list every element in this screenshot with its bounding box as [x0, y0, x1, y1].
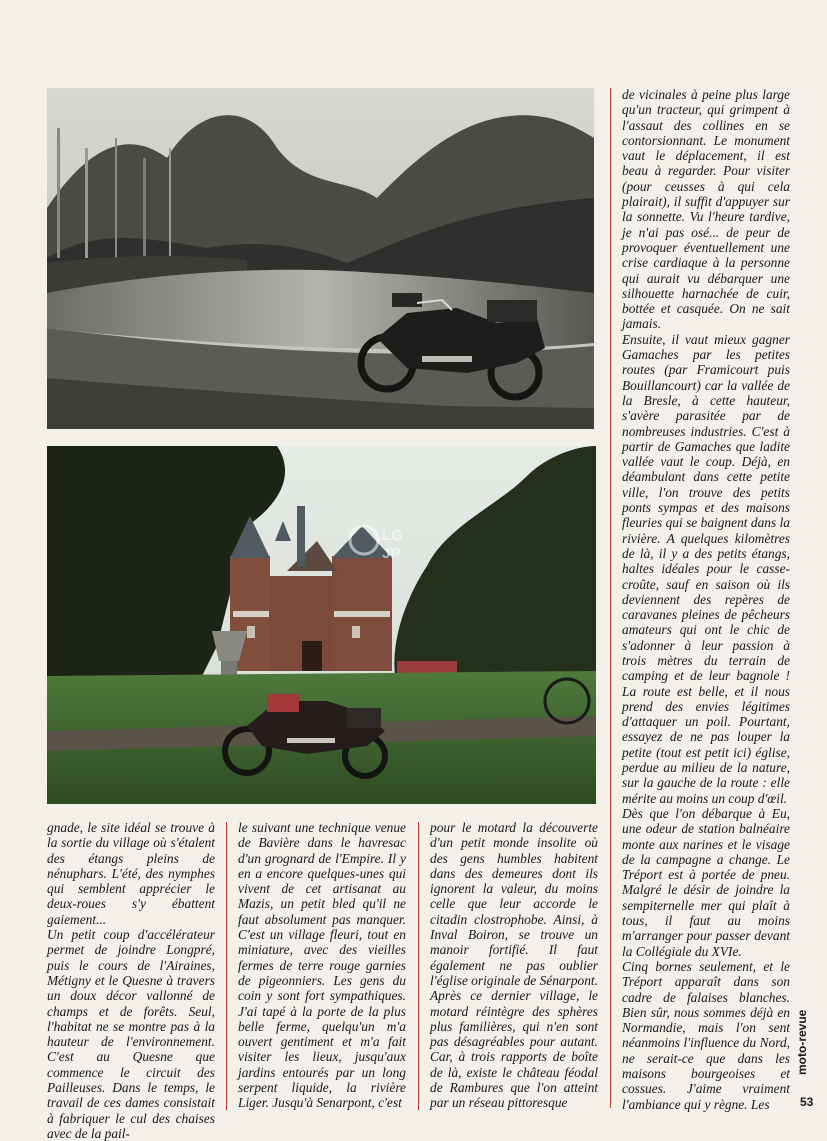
svg-text:LG: LG	[382, 527, 403, 544]
article-column-right	[622, 87, 790, 1112]
paragraph: Dès que l'on débarque à Eu, une odeur de station balnéaire monte aux narines et le visage de la campagne a change. Le Tréport est à portée de pneu. Malgré le désir de joindre la sempiternelle mer qui plaît à tous, il faut au moins m'arranger pour passer devant la Collégiale du XVIe.	[622, 805, 790, 959]
magazine-name: moto-revue	[795, 1009, 809, 1075]
article-column-3	[430, 820, 598, 1111]
svg-text:JP: JP	[382, 545, 401, 562]
chateau-photo-image	[47, 446, 596, 804]
paragraph: Cinq bornes seulement, et le Tréport apparaît dans son cadre de falaises blanches. Bien sûr, nous sommes déjà en Normandie, mais l'on sent néanmoins l'influence du Nord, ne serait-ce que dans les maisons bourgeoises et cossues. J'aime vraiment l'ambiance qui y règne. Les	[622, 958, 790, 1112]
paragraph: Ensuite, il vaut mieux gagner Gamaches par les petites routes (par Framicourt puis Bouillancourt) car la vallée de la Bresle, à cette hauteur, s'avère parasitée par de nombreuses industries. C'est à partir de Gamaches que ladite vallée vaut le coup. Déjà, en déambulant dans cette petite ville, l'on trouve des petits ponts sympas et des maisons fleuries qui se baignent dans la rivière. A quelques kilomètres de là, il y a des petits étangs, haltes idéales pour le casse-croûte, sauf en saison où ils deviennent des repères de caravanes pleines de pêcheurs amateurs qui ont le chic de s'adonner à leur passion à trois mètres du terrain de camping et de leur bagnole ! La route est belle, et il nous prend des envies légitimes d'attaquer un poil. Pourtant, essayez de ne pas louper la petite (tout est petit ici) église, perdue au milieu de la nature, sur la gauche de la route : elle mérite au moins un coup d'œil.	[622, 331, 790, 806]
chateau-photo	[47, 446, 596, 804]
column-rule	[610, 88, 611, 1108]
page-number: 53	[800, 1095, 814, 1109]
paragraph: de vicinales à peine plus large qu'un tracteur, qui grimpent à l'assaut des collines en se contorsionnant. Le monument vaut le déplacement, il est beau à regarder. Pour visiter (pour ceusses à qui cela plairait), il suffit d'appuyer sur la sonnette. Vu l'heure tardive, je n'ai pas osé... de peur de provoquer éventuellement une crise cardiaque à la personne qui aurait vu débarquer une silhouette harnachée de cuir, bottée et casquée. On ne sait jamais.	[622, 87, 790, 332]
paragraph: le suivant une technique venue de Bavière dans le havresac d'un grognard de l'Empire. Il y en a encore quelques-unes qui vivent de cet artisanat au Mazis, un petit bled qu'il ne faut absolument pas manquer. C'est un village fleuri, tout en miniature, avec des vieilles fermes de terre rouge garnies de pigeonniers. Les gens du coin y sont fort sympathiques. J'ai tapé à la porte de la plus belle ferme, quelqu'un m'a ouvert gentiment et m'a fait visiter les lieux, jusqu'aux jardins entourés par un long serpent liquide, la rivière Liger. Jusqu'à Senarpont, c'est	[238, 820, 406, 1111]
paragraph: Un petit coup d'accélérateur permet de joindre Longpré, puis le cours de l'Airaines, Métigny et le Quesne à travers un doux décor vallonné de champs et de forêts. Seul, l'habitat ne se montre pas à la hauteur de l'environnement. C'est au Quesne que commence le circuit des Pailleuses. Dans le temps, le travail de ces dames consistait à fabriquer le cul des chaises avec de la pail-	[47, 927, 215, 1141]
paragraph: gnade, le site idéal se trouve à la sortie du village où s'étalent des étangs pleins de nénuphars. L'été, des nymphes qui semblent apprécier le deux-roues s'y ébattent gaiement...	[47, 820, 215, 927]
watermark-logo	[344, 512, 424, 572]
river-photo-image	[47, 88, 594, 429]
column-rule	[226, 822, 227, 1110]
paragraph: pour le motard la découverte d'un petit monde insolite où des gens humbles habitent dans des demeures dont ils ignorent la valeur, du moins celle que leur accorde le citadin clostrophobe. Ainsi, à Inval Boiron, se trouve un manoir fortifié. Il faut également ne pas oublier l'église originale de Sénarpont.	[430, 820, 598, 988]
column-rule	[418, 822, 419, 1110]
article-column-2	[238, 820, 406, 1111]
river-photo	[47, 88, 594, 429]
article-column-1	[47, 820, 215, 1141]
paragraph: Après ce dernier village, le motard réintègre des sphères plus familières, qui n'en sont pas désagréables pour autant. Car, à trois rapports de boîte de là, existe le château féodal de Rambures que l'on atteint par un réseau pittoresque	[430, 988, 598, 1111]
